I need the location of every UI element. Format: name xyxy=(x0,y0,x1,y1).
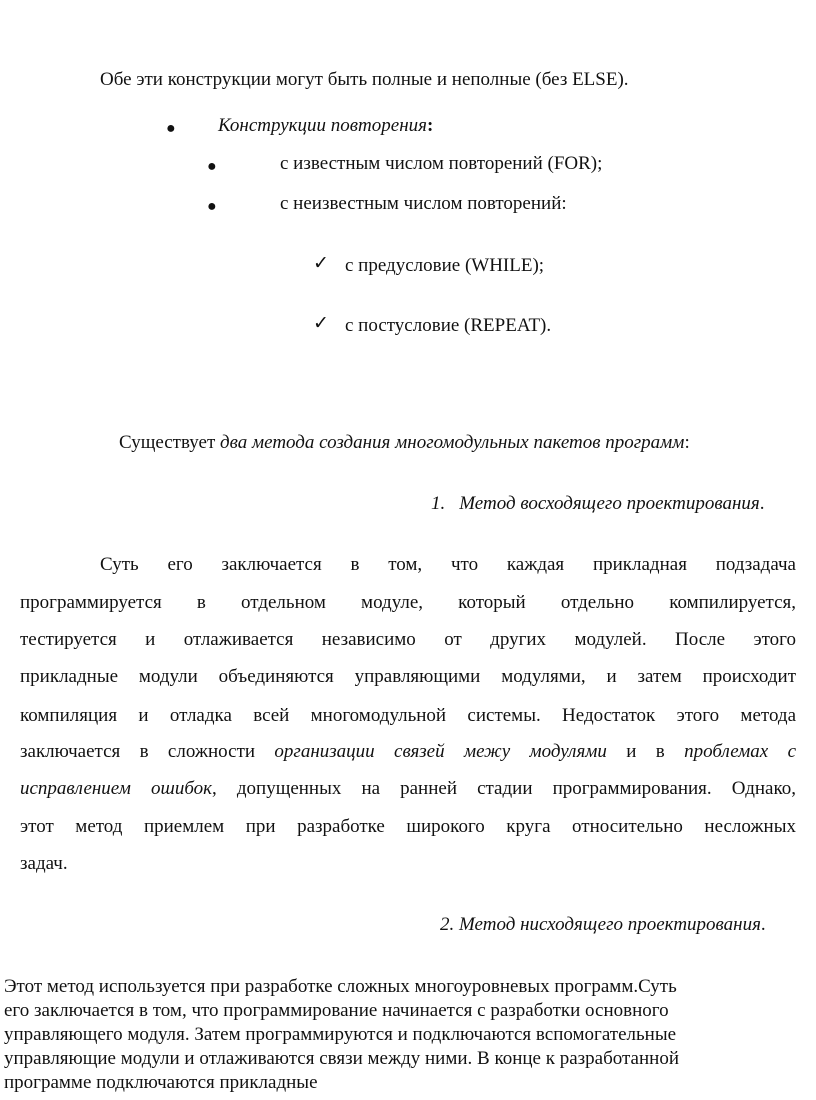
emphasis-run: проблемах с xyxy=(684,741,797,762)
method1-title: Метод восходящего проектирования xyxy=(459,493,760,514)
paragraph-line xyxy=(20,740,796,764)
text-run: , допущенных на ранней стадии программирования. Однако, xyxy=(212,778,797,799)
method2-dot: . xyxy=(760,914,766,935)
loops-sub-item: с предусловие (WHILE); xyxy=(345,255,545,276)
paragraph-line: управляющего модуля. Затем программируются и подключаются вспомогательные xyxy=(4,1024,677,1045)
method1-dot: . xyxy=(759,493,765,514)
loops-heading-colon: : xyxy=(426,115,434,136)
emphasis-run: исправлением ошибок xyxy=(20,778,213,799)
methods-intro-prefix: Существует xyxy=(119,432,221,453)
checkmark-icon: ✓ xyxy=(313,253,329,274)
methods-intro-suffix: : xyxy=(684,432,690,453)
method1-heading xyxy=(431,492,764,516)
paragraph-line: программируется в отдельном модуле, который отдельно компилируется, xyxy=(20,592,796,613)
methods-intro-emphasis: два метода создания многомодульных пакетов программ xyxy=(220,432,685,453)
methods-intro xyxy=(119,431,690,455)
checkmark-icon: ✓ xyxy=(313,313,329,334)
paragraph-line: компиляция и отладка всей многомодульной системы. Недостаток этого метода xyxy=(20,705,796,726)
loops-sub-item: с постусловие (REPEAT). xyxy=(345,315,552,336)
paragraph-line: прикладные модули объединяются управляющими модулями, и затем происходит xyxy=(20,666,796,687)
bullet-dot-icon: ● xyxy=(166,120,176,137)
loops-heading-text: Конструкции повторения xyxy=(218,115,427,136)
paragraph-line: задач. xyxy=(20,853,68,874)
paragraph-line: его заключается в том, что программирование начинается с разработки основного xyxy=(4,1000,669,1021)
paragraph-line xyxy=(20,777,796,801)
method1-number: 1. xyxy=(431,493,446,514)
loops-item: с известным числом повторений (FOR); xyxy=(280,153,603,174)
loops-item: с неизвестным числом повторений: xyxy=(280,193,567,214)
text-run: и в xyxy=(606,741,685,762)
paragraph-line: управляющие модули и отлаживаются связи между ними. В конце к разработанной xyxy=(4,1048,679,1069)
emphasis-run: организации связей межу модулями xyxy=(274,741,607,762)
bullet-dot-icon: ● xyxy=(207,158,217,175)
paragraph-line: Суть его заключается в том, что каждая прикладная подзадача xyxy=(100,554,796,575)
text-run: заключается в сложности xyxy=(20,741,275,762)
loops-heading xyxy=(218,114,433,138)
paragraph-line: программе подключаются прикладные xyxy=(4,1072,318,1093)
bullet-dot-icon: ● xyxy=(207,198,217,215)
intro-sentence: Обе эти конструкции могут быть полные и неполные (без ELSE). xyxy=(100,69,629,90)
method2-heading xyxy=(440,913,766,937)
method2-title: 2. Метод нисходящего проектирования xyxy=(440,914,761,935)
paragraph-line: тестируется и отлаживается независимо от других модулей. После этого xyxy=(20,629,796,650)
paragraph-line: этот метод приемлем при разработке широкого круга относительно несложных xyxy=(20,816,796,837)
paragraph-line: Этот метод используется при разработке сложных многоуровневых программ.Суть xyxy=(4,976,677,997)
